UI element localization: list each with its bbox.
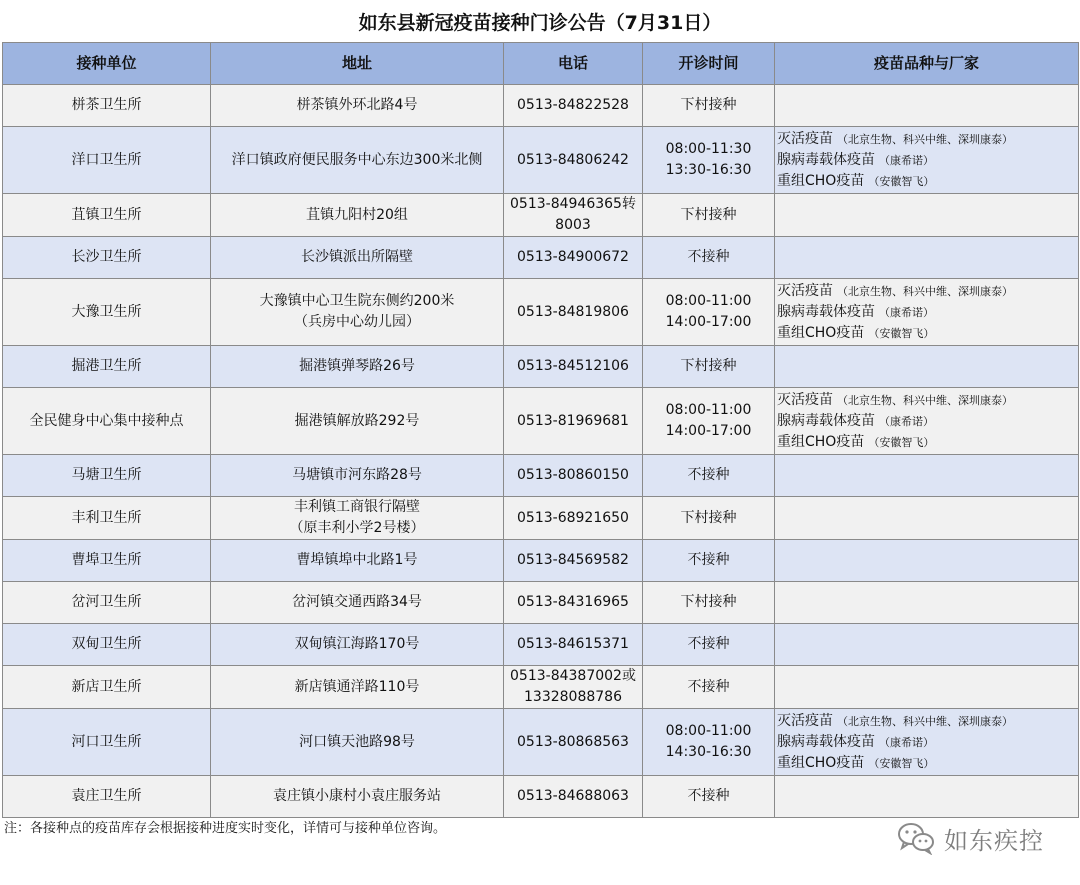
cell-vaccine xyxy=(775,127,1079,194)
cell-hours xyxy=(643,279,775,346)
cell-phone xyxy=(504,237,643,279)
cell-hours xyxy=(643,540,775,582)
watermark xyxy=(896,818,1044,858)
cell-address xyxy=(211,346,504,388)
cell-unit: 苴镇卫生所 xyxy=(3,194,211,237)
vaccine-name: 腺病毒载体疫苗 xyxy=(777,151,875,168)
cell-address xyxy=(211,455,504,497)
cell-phone xyxy=(504,455,643,497)
cell-address-line: 岔河镇交通西路34号 xyxy=(292,594,422,610)
cell-unit: 丰利卫生所 xyxy=(3,497,211,540)
cell-hours-line: 14:00-17:00 xyxy=(665,423,752,439)
cell-vaccine xyxy=(775,194,1079,237)
table-row xyxy=(3,194,1079,237)
cell-address xyxy=(211,709,504,776)
cell-hours-line: 08:00-11:00 xyxy=(665,723,752,739)
table-row xyxy=(3,279,1079,346)
vaccine-manufacturer: （康希诺） xyxy=(879,414,934,428)
cell-address-line: 掘港镇解放路292号 xyxy=(294,412,420,429)
cell-unit: 袁庄卫生所 xyxy=(3,776,211,818)
table-row xyxy=(3,624,1079,666)
cell-address xyxy=(211,194,504,237)
cell-vaccine xyxy=(775,776,1079,818)
cell-hours-line: 13:30-16:30 xyxy=(665,162,752,178)
header-vaccine: 疫苗品种与厂家 xyxy=(775,43,1079,85)
cell-address xyxy=(211,540,504,582)
cell-unit: 栟茶卫生所 xyxy=(3,85,211,127)
table-header-row xyxy=(3,43,1079,85)
cell-vaccine xyxy=(775,582,1079,624)
cell-vaccine xyxy=(775,346,1079,388)
cell-phone-line: 0513-84900672 xyxy=(517,249,629,265)
table-row xyxy=(3,346,1079,388)
vaccine-name: 灭活疫苗 xyxy=(777,391,833,408)
cell-hours-line: 08:00-11:00 xyxy=(665,402,752,418)
cell-vaccine xyxy=(775,666,1079,709)
vaccine-line xyxy=(777,711,1076,732)
cell-phone xyxy=(504,497,643,540)
cell-hours-line: 下村接种 xyxy=(680,358,737,374)
cell-phone xyxy=(504,582,643,624)
cell-address xyxy=(211,582,504,624)
table-row xyxy=(3,776,1079,818)
vaccine-line xyxy=(777,390,1076,411)
cell-vaccine xyxy=(775,709,1079,776)
vaccine-line xyxy=(777,432,1076,453)
header-hours: 开诊时间 xyxy=(643,43,775,85)
vaccine-name: 重组CHO疫苗 xyxy=(777,433,865,450)
cell-hours-line: 不接种 xyxy=(687,678,730,695)
table-row xyxy=(3,237,1079,279)
vaccine-manufacturer: （北京生物、科兴中维、深圳康泰） xyxy=(837,393,1013,407)
cell-phone-line: 0513-84615371 xyxy=(517,636,629,652)
vaccine-line xyxy=(777,732,1076,753)
cell-hours xyxy=(643,666,775,709)
cell-address-line: 苴镇九阳村20组 xyxy=(306,206,408,223)
table-row xyxy=(3,85,1079,127)
cell-address-line: 掘港镇弹琴路26号 xyxy=(299,358,415,374)
table-row xyxy=(3,455,1079,497)
cell-vaccine xyxy=(775,85,1079,127)
cell-phone xyxy=(504,279,643,346)
table-row xyxy=(3,540,1079,582)
table-row xyxy=(3,388,1079,455)
cell-address xyxy=(211,279,504,346)
cell-unit: 掘港卫生所 xyxy=(3,346,211,388)
cell-hours-line: 下村接种 xyxy=(680,594,737,610)
cell-phone-line: 0513-80860150 xyxy=(517,467,629,483)
cell-phone xyxy=(504,540,643,582)
cell-phone xyxy=(504,666,643,709)
header-phone: 电话 xyxy=(504,43,643,85)
cell-phone-line: 0513-84819806 xyxy=(517,303,629,320)
vaccine-name: 灭活疫苗 xyxy=(777,712,833,729)
cell-hours xyxy=(643,624,775,666)
cell-phone-line: 0513-84688063 xyxy=(517,788,629,804)
vaccine-name: 重组CHO疫苗 xyxy=(777,754,865,771)
vaccine-manufacturer: （康希诺） xyxy=(879,153,934,167)
cell-address xyxy=(211,776,504,818)
cell-address-line: 新店镇通洋路110号 xyxy=(294,678,420,695)
wechat-icon xyxy=(896,821,936,855)
cell-hours-line: 不接种 xyxy=(687,636,730,652)
cell-unit: 洋口卫生所 xyxy=(3,127,211,194)
cell-unit: 长沙卫生所 xyxy=(3,237,211,279)
vaccine-line xyxy=(777,150,1076,171)
cell-vaccine xyxy=(775,540,1079,582)
cell-phone-line: 13328088786 xyxy=(524,689,622,705)
cell-phone-line: 0513-84569582 xyxy=(517,552,629,568)
vaccine-name: 灭活疫苗 xyxy=(777,130,833,147)
cell-unit: 马塘卫生所 xyxy=(3,455,211,497)
cell-hours-line: 14:30-16:30 xyxy=(665,744,752,760)
cell-address-line: （原丰利小学2号楼） xyxy=(289,520,425,536)
cell-hours-line: 不接种 xyxy=(687,467,730,483)
cell-address-line: 双甸镇江海路170号 xyxy=(294,636,420,652)
cell-address-line: 丰利镇工商银行隔壁 xyxy=(294,499,420,515)
cell-hours-line: 08:00-11:30 xyxy=(665,141,752,157)
cell-address-line: （兵房中心幼儿园） xyxy=(294,314,420,330)
cell-unit: 大豫卫生所 xyxy=(3,279,211,346)
vaccine-manufacturer: （安徽智飞） xyxy=(868,756,935,770)
cell-phone-line: 0513-81969681 xyxy=(517,412,629,429)
cell-phone-line: 0513-84946365转 xyxy=(510,196,636,212)
cell-phone-line: 0513-80868563 xyxy=(517,733,629,750)
cell-phone xyxy=(504,709,643,776)
cell-hours xyxy=(643,776,775,818)
cell-hours-line: 14:00-17:00 xyxy=(665,314,752,330)
vaccine-manufacturer: （北京生物、科兴中维、深圳康泰） xyxy=(837,284,1013,298)
clinic-table xyxy=(2,42,1079,818)
cell-address xyxy=(211,237,504,279)
cell-phone-line: 0513-84512106 xyxy=(517,358,629,374)
cell-phone xyxy=(504,346,643,388)
cell-address-line: 袁庄镇小康村小袁庄服务站 xyxy=(273,788,441,804)
cell-unit: 新店卫生所 xyxy=(3,666,211,709)
vaccine-name: 腺病毒载体疫苗 xyxy=(777,733,875,750)
vaccine-name: 重组CHO疫苗 xyxy=(777,172,865,189)
cell-address-line: 马塘镇市河东路28号 xyxy=(292,467,422,483)
cell-unit: 全民健身中心集中接种点 xyxy=(3,388,211,455)
vaccine-line xyxy=(777,323,1076,344)
footnote: 注：各接种点的疫苗库存会根据接种进度实时变化，详情可与接种单位咨询。 xyxy=(4,821,447,836)
vaccine-manufacturer: （北京生物、科兴中维、深圳康泰） xyxy=(837,714,1013,728)
cell-hours xyxy=(643,127,775,194)
table-row xyxy=(3,497,1079,540)
cell-address-line: 栟茶镇外环北路4号 xyxy=(296,97,418,113)
vaccine-manufacturer: （安徽智飞） xyxy=(868,326,935,340)
table-row xyxy=(3,582,1079,624)
cell-hours xyxy=(643,709,775,776)
cell-phone xyxy=(504,624,643,666)
table-row xyxy=(3,666,1079,709)
cell-address xyxy=(211,388,504,455)
vaccine-line xyxy=(777,281,1076,302)
cell-phone-line: 0513-68921650 xyxy=(517,509,629,526)
vaccine-name: 重组CHO疫苗 xyxy=(777,324,865,341)
table-row xyxy=(3,709,1079,776)
cell-address-line: 长沙镇派出所隔壁 xyxy=(301,249,413,265)
cell-phone xyxy=(504,388,643,455)
cell-address xyxy=(211,624,504,666)
cell-phone xyxy=(504,127,643,194)
cell-vaccine xyxy=(775,237,1079,279)
vaccine-manufacturer: （康希诺） xyxy=(879,735,934,749)
cell-hours xyxy=(643,194,775,237)
cell-vaccine xyxy=(775,279,1079,346)
cell-hours xyxy=(643,455,775,497)
cell-vaccine xyxy=(775,455,1079,497)
vaccine-line xyxy=(777,411,1076,432)
cell-hours xyxy=(643,388,775,455)
page-title: 如东县新冠疫苗接种门诊公告（7月31日） xyxy=(358,12,722,34)
cell-address xyxy=(211,666,504,709)
cell-hours-line: 08:00-11:00 xyxy=(665,293,752,309)
cell-hours-line: 不接种 xyxy=(687,552,730,568)
vaccine-manufacturer: （北京生物、科兴中维、深圳康泰） xyxy=(837,132,1013,146)
vaccine-manufacturer: （安徽智飞） xyxy=(868,174,935,188)
vaccine-line xyxy=(777,753,1076,774)
vaccine-name: 腺病毒载体疫苗 xyxy=(777,303,875,320)
cell-phone-line: 0513-84806242 xyxy=(517,151,629,168)
cell-hours-line: 下村接种 xyxy=(680,509,737,526)
cell-address xyxy=(211,85,504,127)
cell-unit: 双甸卫生所 xyxy=(3,624,211,666)
cell-unit: 岔河卫生所 xyxy=(3,582,211,624)
cell-hours-line: 不接种 xyxy=(687,788,730,804)
cell-unit: 河口卫生所 xyxy=(3,709,211,776)
cell-address xyxy=(211,497,504,540)
header-unit: 接种单位 xyxy=(3,43,211,85)
vaccine-line xyxy=(777,129,1076,150)
cell-phone xyxy=(504,194,643,237)
cell-address-line: 大豫镇中心卫生院东侧约200米 xyxy=(259,293,455,309)
cell-hours-line: 下村接种 xyxy=(680,206,737,223)
cell-address-line: 河口镇天池路98号 xyxy=(299,733,415,750)
cell-unit: 曹埠卫生所 xyxy=(3,540,211,582)
cell-vaccine xyxy=(775,388,1079,455)
table-body xyxy=(3,85,1079,818)
cell-address xyxy=(211,127,504,194)
cell-address-line: 洋口镇政府便民服务中心东边300米北侧 xyxy=(231,151,483,168)
cell-vaccine xyxy=(775,497,1079,540)
watermark-text: 如东疾控 xyxy=(944,826,1044,855)
cell-vaccine xyxy=(775,624,1079,666)
cell-hours xyxy=(643,497,775,540)
vaccine-manufacturer: （安徽智飞） xyxy=(868,435,935,449)
cell-phone xyxy=(504,776,643,818)
cell-address-line: 曹埠镇埠中北路1号 xyxy=(296,552,418,568)
cell-hours xyxy=(643,346,775,388)
cell-hours-line: 下村接种 xyxy=(680,97,737,113)
vaccine-name: 灭活疫苗 xyxy=(777,282,833,299)
table-row xyxy=(3,127,1079,194)
cell-hours xyxy=(643,237,775,279)
cell-phone xyxy=(504,85,643,127)
vaccine-line xyxy=(777,171,1076,192)
cell-hours xyxy=(643,85,775,127)
cell-phone-line: 0513-84822528 xyxy=(517,97,629,113)
cell-hours xyxy=(643,582,775,624)
cell-phone-line: 8003 xyxy=(555,217,591,233)
vaccine-name: 腺病毒载体疫苗 xyxy=(777,412,875,429)
vaccine-line xyxy=(777,302,1076,323)
cell-hours-line: 不接种 xyxy=(687,249,730,265)
cell-phone-line: 0513-84387002或 xyxy=(510,668,636,684)
header-address: 地址 xyxy=(211,43,504,85)
vaccine-manufacturer: （康希诺） xyxy=(879,305,934,319)
cell-phone-line: 0513-84316965 xyxy=(517,594,629,610)
